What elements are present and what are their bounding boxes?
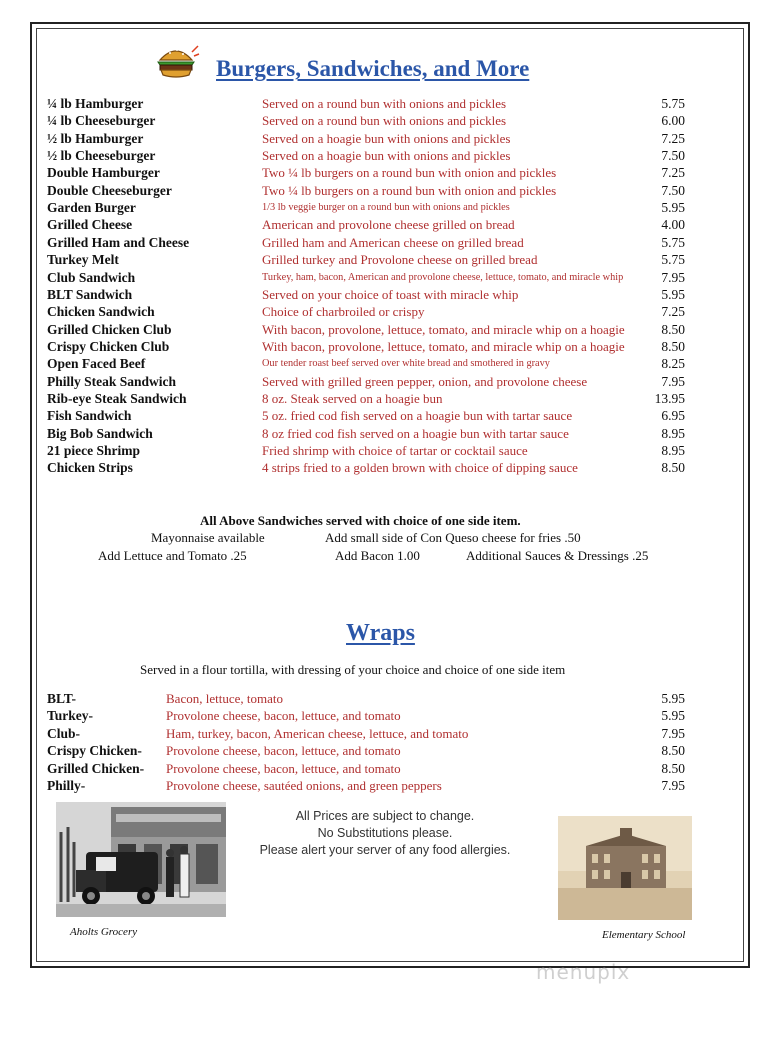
wrap-item-price: 7.95 bbox=[661, 778, 685, 793]
burger-item-price: 5.75 bbox=[661, 234, 685, 250]
burger-item-price: 7.50 bbox=[661, 182, 685, 198]
burger-item-row bbox=[47, 164, 697, 181]
wrap-item-description: Bacon, lettuce, tomato bbox=[166, 691, 283, 706]
wrap-item-description: Ham, turkey, bacon, American cheese, lettuce, and tomato bbox=[166, 725, 469, 741]
burger-item-name: ½ lb Hamburger bbox=[47, 130, 144, 146]
substitutions-note: No Substitutions please. bbox=[317, 826, 453, 840]
burger-item-price: 8.50 bbox=[661, 321, 685, 337]
burger-item-name: Grilled Ham and Cheese bbox=[47, 234, 190, 250]
burger-item-price: 5.75 bbox=[661, 252, 685, 268]
burger-item-price: 5.75 bbox=[661, 96, 685, 111]
burger-item-description: Served on a hoagie bun with onions and pickles bbox=[262, 130, 511, 146]
burger-item-description: 4 strips fried to a golden brown with choice of dipping sauce bbox=[262, 460, 578, 476]
burger-item-description: Choice of charbroiled or crispy bbox=[262, 304, 425, 320]
wrap-item-row bbox=[47, 760, 697, 777]
wrap-item-row bbox=[47, 707, 697, 724]
burger-item-description: Served on a hoagie bun with onions and pickles bbox=[262, 148, 511, 164]
burger-item-description: Our tender roast beef served over white bread and smothered in gravy bbox=[262, 358, 550, 370]
burger-item-name: Rib-eye Steak Sandwich bbox=[47, 390, 187, 406]
wrap-item-price: 8.50 bbox=[661, 760, 685, 776]
price-change-note: All Prices are subject to change. bbox=[295, 809, 475, 823]
burger-item-row bbox=[47, 234, 697, 251]
wrap-item-name: Turkey- bbox=[47, 708, 94, 724]
wrap-item-name: Philly- bbox=[47, 778, 86, 793]
burger-item-row bbox=[47, 442, 697, 459]
burger-item-name: Turkey Melt bbox=[47, 252, 119, 268]
burger-item-description: Two ¼ lb burgers on a round bun with onion and pickles bbox=[262, 165, 557, 181]
school-caption: Elementary School bbox=[602, 929, 686, 941]
footer-notes bbox=[230, 808, 540, 859]
burger-item-price: 6.95 bbox=[661, 408, 685, 424]
wrap-item-name: BLT- bbox=[47, 691, 77, 706]
burger-item-description: With bacon, provolone, lettuce, tomato, and miracle whip on a hoagie bbox=[262, 338, 625, 354]
burger-item-description: 5 oz. fried cod fish served on a hoagie bun with tartar sauce bbox=[262, 408, 573, 424]
sauces-addon: Additional Sauces & Dressings .25 bbox=[466, 548, 649, 563]
burger-item-price: 6.00 bbox=[661, 113, 685, 129]
burger-item-row bbox=[47, 147, 697, 164]
burger-item-name: Philly Steak Sandwich bbox=[47, 373, 177, 389]
burger-item-name: ¼ lb Hamburger bbox=[47, 96, 144, 111]
burger-item-price: 8.95 bbox=[661, 425, 685, 441]
mayo-note: Mayonnaise available bbox=[151, 530, 265, 545]
burger-item-row bbox=[47, 269, 697, 286]
allergy-note: Please alert your server of any food allergies. bbox=[259, 843, 511, 857]
queso-addon: Add small side of Con Queso cheese for fries .50 bbox=[325, 530, 581, 545]
wrap-item-description: Provolone cheese, bacon, lettuce, and tomato bbox=[166, 708, 401, 724]
section-title-burgers: Burgers, Sandwiches, and More bbox=[216, 56, 530, 81]
burger-item-row bbox=[47, 130, 697, 147]
burger-item-name: Crispy Chicken Club bbox=[47, 338, 170, 354]
wrap-item-description: Provolone cheese, bacon, lettuce, and tomato bbox=[166, 760, 401, 776]
burger-item-description: Served on a round bun with onions and pickles bbox=[262, 96, 507, 111]
burger-item-description: Served on your choice of toast with miracle whip bbox=[262, 286, 519, 302]
burger-item-price: 8.50 bbox=[661, 338, 685, 354]
burger-item-row bbox=[47, 95, 697, 112]
burger-item-price: 13.95 bbox=[654, 390, 685, 406]
burger-item-row bbox=[47, 390, 697, 407]
burger-item-description: Turkey, ham, bacon, American and provolone cheese, lettuce, tomato, and miracle whip bbox=[262, 271, 624, 283]
burger-item-description: 1/3 lb veggie burger on a round bun with onions and pickles bbox=[262, 202, 510, 214]
section-title-wraps: Wraps bbox=[346, 620, 415, 646]
burger-item-description: Served on a round bun with onions and pickles bbox=[262, 113, 507, 129]
burger-item-price: 8.95 bbox=[661, 443, 685, 458]
burger-item-price: 7.95 bbox=[661, 269, 685, 285]
burger-item-description: Grilled ham and American cheese on grilled bread bbox=[262, 234, 524, 250]
burger-item-price: 7.25 bbox=[661, 165, 685, 181]
wrap-item-row bbox=[47, 742, 697, 759]
grocery-photo bbox=[56, 802, 226, 917]
burger-item-price: 5.95 bbox=[661, 286, 685, 302]
wrap-item-price: 8.50 bbox=[661, 743, 685, 759]
burger-item-name: ¼ lb Cheeseburger bbox=[47, 113, 156, 129]
burger-item-description: Two ¼ lb burgers on a round bun with onion and pickles bbox=[262, 182, 557, 198]
burger-item-description: Fried shrimp with choice of tartar or cocktail sauce bbox=[262, 443, 528, 458]
grocery-caption: Aholts Grocery bbox=[70, 926, 138, 938]
burger-item-row bbox=[47, 199, 697, 216]
burger-item-name: Double Cheeseburger bbox=[47, 182, 172, 198]
side-item-note: All Above Sandwiches served with choice of one side item. bbox=[200, 513, 521, 528]
wrap-item-description: Provolone cheese, bacon, lettuce, and tomato bbox=[166, 743, 401, 759]
burger-item-description: 8 oz. Steak served on a hoagie bun bbox=[262, 390, 443, 406]
burger-item-price: 8.50 bbox=[661, 460, 685, 476]
burger-item-name: Garden Burger bbox=[47, 200, 136, 216]
burger-item-description: Grilled turkey and Provolone cheese on grilled bread bbox=[262, 252, 538, 268]
burger-item-price: 7.95 bbox=[661, 373, 685, 389]
burger-item-name: 21 piece Shrimp bbox=[47, 443, 140, 458]
burger-item-price: 7.50 bbox=[661, 148, 685, 164]
burger-item-name: Chicken Strips bbox=[47, 460, 133, 476]
wrap-item-price: 5.95 bbox=[661, 691, 685, 706]
burger-item-row bbox=[47, 373, 697, 390]
wrap-item-description: Provolone cheese, sautéed onions, and green peppers bbox=[166, 778, 442, 793]
burger-item-row bbox=[47, 251, 697, 268]
burger-item-description: 8 oz fried cod fish served on a hoagie bun with tartar sauce bbox=[262, 425, 569, 441]
burger-item-row bbox=[47, 216, 697, 233]
wrap-item-price: 7.95 bbox=[661, 725, 685, 741]
burger-item-price: 8.25 bbox=[661, 356, 685, 372]
wrap-item-row bbox=[47, 725, 697, 742]
burger-item-row bbox=[47, 321, 697, 338]
wrap-item-name: Crispy Chicken- bbox=[47, 743, 142, 759]
burger-item-row bbox=[47, 182, 697, 199]
burger-item-row bbox=[47, 355, 697, 372]
burger-item-price: 7.25 bbox=[661, 304, 685, 320]
wrap-item-price: 5.95 bbox=[661, 708, 685, 724]
burger-item-row bbox=[47, 303, 697, 320]
burger-item-description: American and provolone cheese grilled on bread bbox=[262, 217, 515, 233]
wrap-item-row bbox=[47, 777, 697, 794]
burger-item-name: Fish Sandwich bbox=[47, 408, 132, 424]
burger-item-name: Club Sandwich bbox=[47, 269, 136, 285]
burger-item-price: 7.25 bbox=[661, 130, 685, 146]
burger-item-description: Served with grilled green pepper, onion, and provolone cheese bbox=[262, 373, 588, 389]
burger-item-name: Chicken Sandwich bbox=[47, 304, 155, 320]
burger-item-name: Grilled Chicken Club bbox=[47, 321, 172, 337]
burger-item-name: Big Bob Sandwich bbox=[47, 425, 153, 441]
lettuce-addon: Add Lettuce and Tomato .25 bbox=[98, 548, 247, 563]
wrap-item-name: Club- bbox=[47, 725, 81, 741]
burger-item-name: ½ lb Cheeseburger bbox=[47, 148, 156, 164]
burger-item-row bbox=[47, 407, 697, 424]
burger-item-name: Open Faced Beef bbox=[47, 356, 146, 372]
watermark: menupix bbox=[536, 960, 631, 984]
bacon-addon: Add Bacon 1.00 bbox=[335, 548, 420, 563]
burger-item-name: BLT Sandwich bbox=[47, 286, 133, 302]
wrap-item-row bbox=[47, 690, 697, 707]
burger-icon bbox=[152, 42, 200, 82]
burger-item-row bbox=[47, 286, 697, 303]
burger-item-price: 5.95 bbox=[661, 200, 685, 216]
burger-item-name: Grilled Cheese bbox=[47, 217, 133, 233]
burger-item-description: With bacon, provolone, lettuce, tomato, and miracle whip on a hoagie bbox=[262, 321, 625, 337]
school-photo bbox=[558, 816, 692, 920]
burger-item-price: 4.00 bbox=[661, 217, 685, 233]
burger-item-name: Double Hamburger bbox=[47, 165, 160, 181]
burger-item-row bbox=[47, 338, 697, 355]
burger-item-row bbox=[47, 425, 697, 442]
wraps-intro: Served in a flour tortilla, with dressing of your choice and choice of one side item bbox=[140, 662, 566, 677]
burger-item-row bbox=[47, 459, 697, 476]
burger-item-row bbox=[47, 112, 697, 129]
wrap-item-name: Grilled Chicken- bbox=[47, 760, 145, 776]
